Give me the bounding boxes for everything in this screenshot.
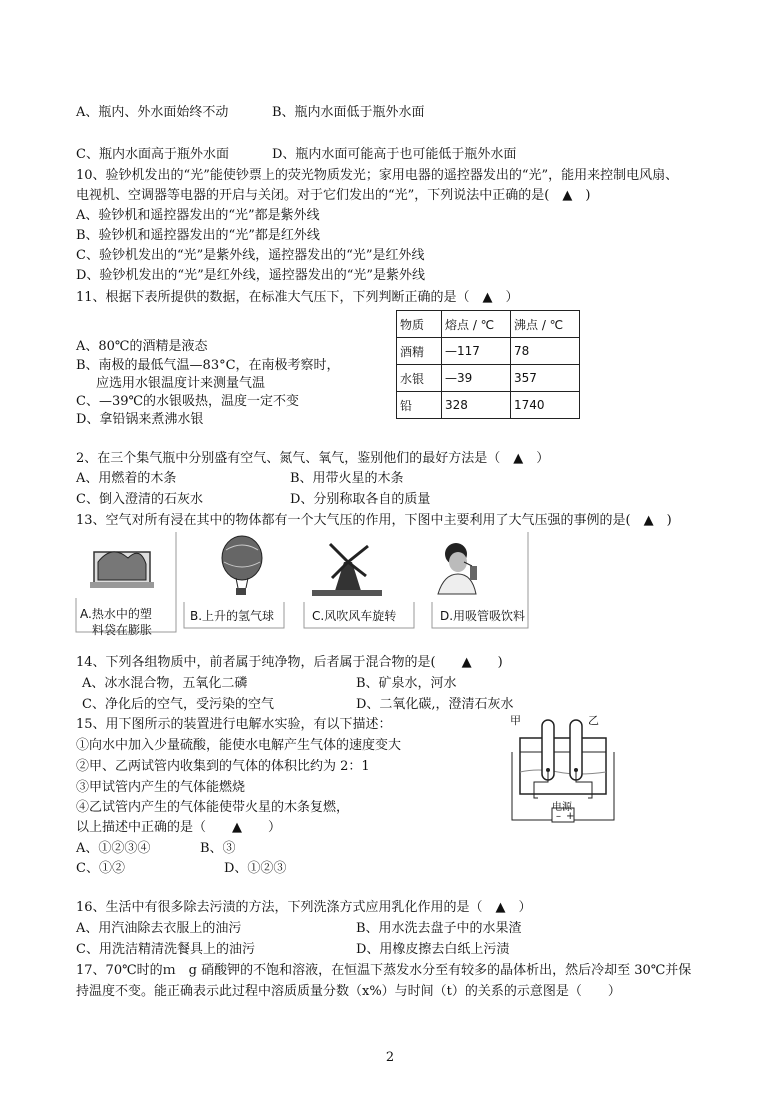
q16-option-c: C、用洗洁精清洗餐具上的油污 xyxy=(76,942,255,957)
q15-option-b: B、③ xyxy=(200,841,236,856)
caption-a-line1: A.热水中的塑 xyxy=(80,607,152,621)
q11-option-c: C、—39℃的水银吸热，温度一定不变 xyxy=(76,394,300,409)
q10-stem-line2: 电视机、空调器等电器的开启与关闭。对于它们发出的“光”，下列说法中正确的是( ▲ ) xyxy=(76,188,591,203)
q10-option-b: B、验钞机和遥控器发出的“光”都是红外线 xyxy=(76,228,320,243)
caption-d: D.用吸管吸饮料 xyxy=(440,609,526,623)
q11-stem: 11、根据下表所提供的数据，在标准大气压下，下列判断正确的是（ ▲ ） xyxy=(76,290,519,305)
q16-option-a: A、用汽油除去衣服上的油污 xyxy=(76,921,242,936)
q16-option-d: D、用橡皮擦去白纸上污渍 xyxy=(356,942,510,957)
q9-option-c: C、瓶内水面高于瓶外水面 xyxy=(76,147,229,162)
q9-option-d: D、瓶内水面可能高于也可能低于瓶外水面 xyxy=(272,147,517,162)
atmospheric-pressure-pictures xyxy=(72,532,532,636)
q15-question: 以上描述中正确的是（ ▲ ） xyxy=(76,820,281,835)
q10-option-a: A、验钞机和遥控器发出的“光”都是紫外线 xyxy=(76,208,320,223)
power-label: 电源 xyxy=(552,802,572,813)
tube-yi-label: 乙 xyxy=(588,714,599,727)
q15-option-a: A、①②③④ xyxy=(76,841,151,856)
power-plus: + xyxy=(566,811,575,822)
q15-option-c: C、①② xyxy=(76,861,125,876)
table-cell: 357 xyxy=(511,365,580,392)
q11-option-a: A、80℃的酒精是液态 xyxy=(76,339,208,354)
q17-stem-line1: 17、70℃时的ｍ g 硝酸钾的不饱和溶液，在恒温下蒸发水分至有较多的晶体析出，然后冷却至 30℃并保 xyxy=(76,963,692,978)
q15-stem: 15、用下图所示的装置进行电解水实验，有以下描述： xyxy=(76,717,392,732)
q15-statement-1: ①向水中加入少量硫酸，能使水电解产生气体的速度变大 xyxy=(76,738,402,753)
q11-option-d: D、拿铅锅来煮沸水银 xyxy=(76,412,204,427)
q12-option-a: A、用燃着的木条 xyxy=(76,471,177,486)
hot-water-bag-picture xyxy=(90,552,154,588)
table-header-cell: 熔点 / ℃ xyxy=(442,311,511,338)
table-cell: —117 xyxy=(442,338,511,365)
table-row xyxy=(397,365,580,392)
q12-stem: 2、在三个集气瓶中分别盛有空气、氮气、氧气，鉴别他们的最好方法是（ ▲ ） xyxy=(76,451,550,466)
q12-option-c: C、倒入澄清的石灰水 xyxy=(76,492,203,507)
table-cell: 78 xyxy=(511,338,580,365)
straw-drinking-picture xyxy=(438,543,477,594)
q13-stem: 13、空气对所有浸在其中的物体都有一个大气压的作用，下图中主要利用了大气压强的事例的是( ▲ ) xyxy=(76,513,672,528)
q15-statement-4: ④乙试管内产生的气体能使带火星的木条复燃， xyxy=(76,800,350,815)
tube-jia-label: 甲 xyxy=(510,714,521,727)
table-header-cell: 沸点 / ℃ xyxy=(511,311,580,338)
table-row xyxy=(397,338,580,365)
q15-option-d: D、①②③ xyxy=(224,861,287,876)
table-row xyxy=(397,392,580,419)
caption-c: C.风吹风车旋转 xyxy=(312,609,397,623)
q14-option-d: D、二氧化碳,，澄清石灰水 xyxy=(356,697,514,712)
q15-statement-3: ③甲试管内产生的气体能燃烧 xyxy=(76,780,246,795)
table-header-row xyxy=(397,311,580,338)
q9-option-b: B、瓶内水面低于瓶外水面 xyxy=(272,105,425,120)
table-cell: 酒精 xyxy=(397,338,442,365)
electrolysis-apparatus-figure xyxy=(508,712,620,830)
caption-b: B.上升的氢气球 xyxy=(190,609,275,623)
melting-boiling-table xyxy=(396,310,580,419)
table-cell: —39 xyxy=(442,365,511,392)
q10-stem-line1: 10、验钞机发出的“光”能使钞票上的荧光物质发光；家用电器的遥控器发出的“光”，能用来控制电风扇、 xyxy=(76,168,679,183)
q14-option-a: A、冰水混合物，五氧化二磷 xyxy=(82,676,248,691)
q9-option-a: A、瓶内、外水面始终不动 xyxy=(76,105,229,120)
q17-stem-line2: 持温度不变。能正确表示此过程中溶质质量分数（x%）与时间（t）的关系的示意图是（ ） xyxy=(76,984,621,999)
windmill-picture xyxy=(312,544,382,596)
table-cell: 328 xyxy=(442,392,511,419)
table-cell: 1740 xyxy=(511,392,580,419)
page-number: 2 xyxy=(385,1050,395,1065)
q15-statement-2: ②甲、乙两试管内收集到的气体的体积比约为 2：1 xyxy=(76,759,370,774)
q10-option-d: D、验钞机发出的“光”是红外线，遥控器发出的“光”是紫外线 xyxy=(76,268,426,283)
q10-option-c: C、验钞机发出的“光”是紫外线，遥控器发出的“光”是红外线 xyxy=(76,248,425,263)
q16-option-b: B、用水洗去盘子中的水果渣 xyxy=(356,921,522,936)
q12-option-b: B、用带火星的木条 xyxy=(290,471,404,486)
q14-option-c: C、净化后的空气，受污染的空气 xyxy=(82,697,274,712)
q16-stem: 16、生活中有很多除去污渍的方法，下列洗涤方式应用乳化作用的是（ ▲ ） xyxy=(76,900,532,915)
balloon-picture xyxy=(222,536,262,595)
table-header-cell: 物质 xyxy=(397,311,442,338)
q14-option-b: B、矿泉水，河水 xyxy=(356,676,457,691)
caption-a-line2: 料袋在膨胀 xyxy=(92,623,153,637)
table-cell: 铅 xyxy=(397,392,442,419)
table-cell: 水银 xyxy=(397,365,442,392)
power-minus: – xyxy=(556,811,561,822)
q11-option-b-line2: 应选用水银温度计来测量气温 xyxy=(96,376,266,391)
q12-option-d: D、分别称取各自的质量 xyxy=(290,492,431,507)
q14-stem: 14、下列各组物质中，前者属于纯净物，后者属于混合物的是( ▲ ) xyxy=(76,655,503,670)
q11-option-b-line1: B、南极的最低气温—83°C，在南极考察时， xyxy=(76,358,340,373)
